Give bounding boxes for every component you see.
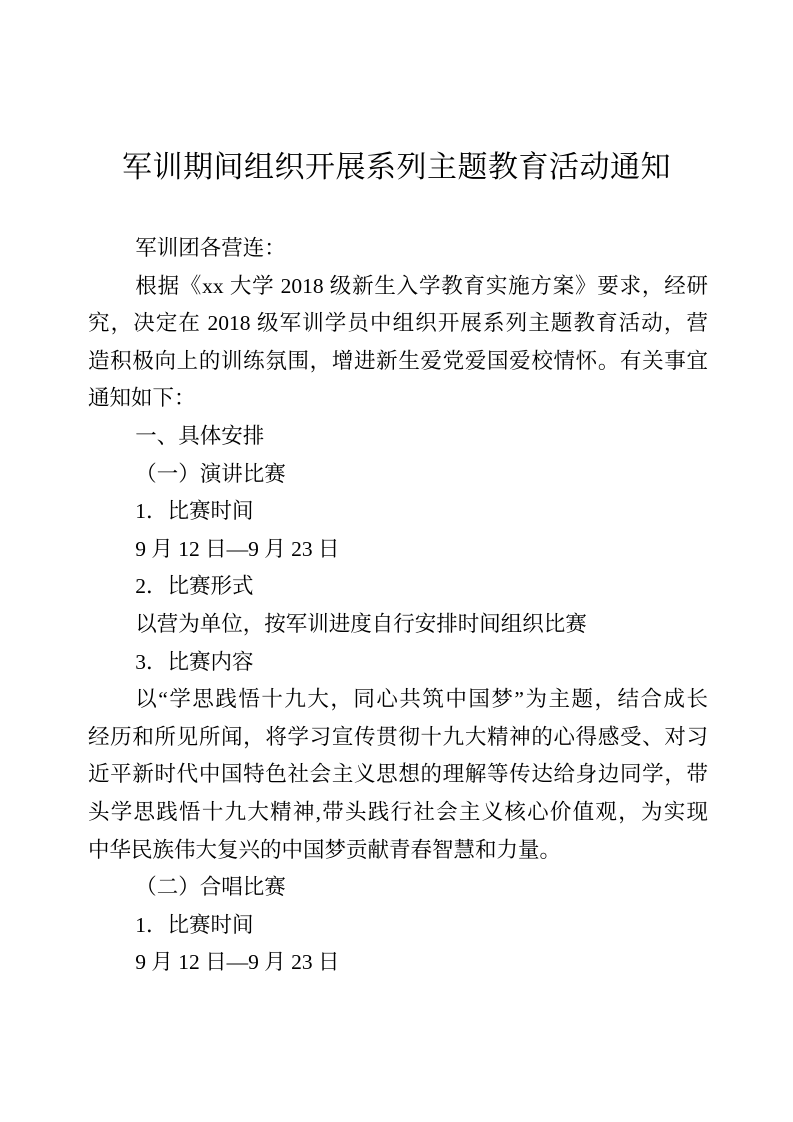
document-line: 9 月 12 日—9 月 23 日 <box>135 536 340 561</box>
document-line: （二）合唱比赛 <box>135 875 286 900</box>
paragraph-6 <box>88 531 708 569</box>
document-line: 2．比赛形式 <box>135 574 254 599</box>
document-line: 军训团各营连： <box>135 236 286 260</box>
document-line: 3．比赛内容 <box>135 649 254 674</box>
document-line: 以营为单位，按军训进度自行安排时间组织比赛 <box>135 611 587 636</box>
paragraph-10 <box>88 681 708 869</box>
paragraph-4 <box>88 456 708 494</box>
paragraph-9 <box>88 644 708 682</box>
document-line: 以“学思践悟十九大，同心共筑中国梦”为主题，结合成长 <box>135 687 708 712</box>
document-title: 军训期间组织开展系列主题教育活动通知 <box>122 151 671 184</box>
document-line: 一、具体安排 <box>135 423 265 448</box>
paragraph-8 <box>88 606 708 644</box>
paragraph-13 <box>88 944 708 982</box>
paragraph-3 <box>88 418 708 456</box>
paragraph-2 <box>88 268 708 418</box>
document-line: 经历和所见所闻，将学习宣传贯彻十九大精神的心得感受、对习 <box>88 724 708 749</box>
document-line: 根据《xx 大学 2018 级新生入学教育实施方案》要求，经研 <box>135 273 708 298</box>
document-line: 近平新时代中国特色社会主义思想的理解等传达给身边同学，带 <box>88 762 708 787</box>
document-line: 头学思践悟十九大精神,带头践行社会主义核心价值观，为实现 <box>88 799 708 824</box>
document-line: 通知如下： <box>88 386 196 411</box>
document-body <box>0 230 793 982</box>
document-line: 9 月 12 日—9 月 23 日 <box>135 950 340 975</box>
paragraph-12 <box>88 907 708 945</box>
paragraph-7 <box>88 568 708 606</box>
document-line: 究，决定在 2018 级军训学员中组织开展系列主题教育活动，营 <box>88 311 708 336</box>
paragraph-1 <box>88 230 708 268</box>
document-line: 造积极向上的训练氛围，增进新生爱党爱国爱校情怀。有关事宜 <box>88 348 708 373</box>
document-line: （一）演讲比赛 <box>135 461 286 486</box>
paragraph-5 <box>88 493 708 531</box>
document-line: 1．比赛时间 <box>135 499 254 524</box>
document-line: 1．比赛时间 <box>135 912 254 937</box>
document-line: 中华民族伟大复兴的中国梦贡献青春智慧和力量。 <box>88 837 562 862</box>
paragraph-11 <box>88 869 708 907</box>
